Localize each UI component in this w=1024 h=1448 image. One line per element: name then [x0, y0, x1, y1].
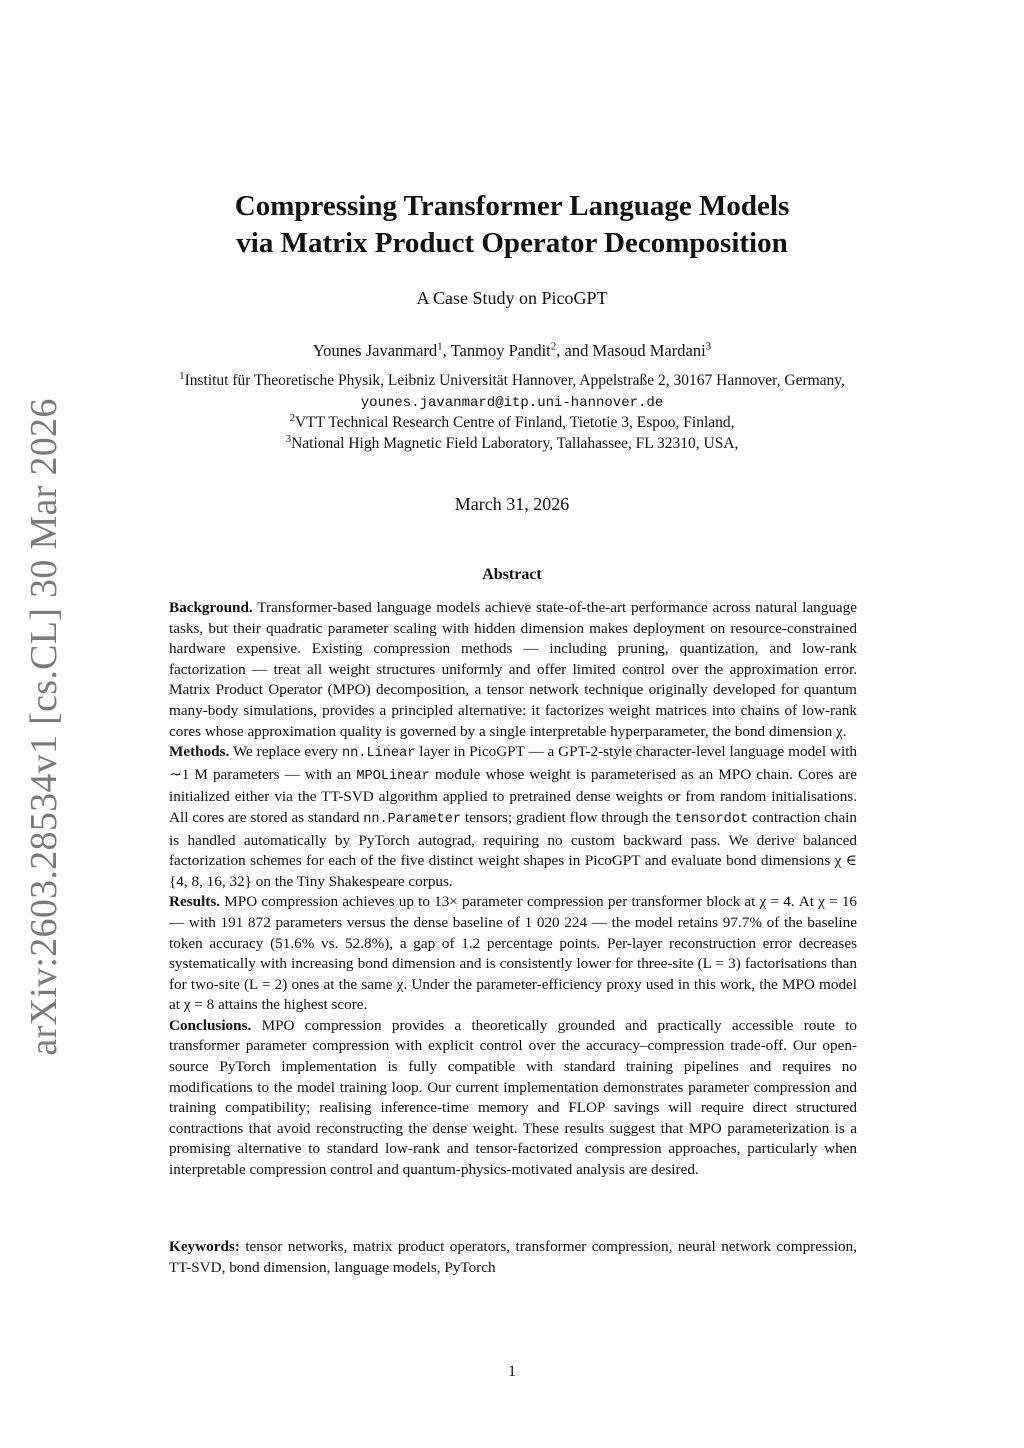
- title-line-2: via Matrix Product Operator Decomposition: [236, 227, 788, 259]
- affiliations: [0, 371, 1024, 454]
- abstract-heading: Abstract: [482, 566, 542, 583]
- keywords-text: tensor networks, matrix product operators, transformer compression, neural network compression, TT-SVD, bond dimension, language models, PyTorch: [169, 1238, 857, 1276]
- abstract-results: [169, 892, 857, 1016]
- publication-date: March 31, 2026: [454, 494, 570, 514]
- methods-text-4: tensors; gradient flow through the: [461, 808, 675, 826]
- author-2-affil: 2: [550, 340, 557, 353]
- affiliation-3-text: National High Magnetic Field Laboratory, Tallahassee, FL 32310, USA,: [291, 434, 739, 452]
- methods-text-3: module whose weight is parameterised as an MPO chain. Cores are initialized either via the TT-SVD algorithm applied to pretrained dense weights or from random initialisations. All cores are stored as standard: [169, 765, 858, 826]
- affiliation-2-text: VTT Technical Research Centre of Finland, Tietotie 3, Espoo, Finland,: [294, 414, 735, 431]
- keywords-label: Keywords:: [169, 1238, 240, 1255]
- author-email[interactable]: [0, 392, 1024, 414]
- code-nn-linear: nn.Linear: [341, 746, 416, 762]
- affiliation-1-marker: 1: [179, 369, 185, 382]
- abstract-background: [169, 598, 857, 742]
- email-text[interactable]: younes.javanmard@itp.uni-hannover.de: [360, 394, 664, 411]
- paper-subtitle: A Case Study on PicoGPT: [416, 288, 608, 308]
- author-list: [0, 341, 1024, 361]
- keywords: [169, 1237, 857, 1278]
- abstract-methods: [169, 742, 857, 892]
- conclusions-text: MPO compression provides a theoretically grounded and practically accessible route to transformer parameter compression with explicit control over the accuracy–compression trade-off. Our open-source PyTorch implementation is fully compatible with standard training pipelines and requires no modifications to the model training loop. Our current implementation demonstrates parameter compression and training compatibility; realising inference-time memory and FLOP savings will require direct structured contractions that avoid reconstructing the dense weight. These results suggest that MPO parameterization is a promising alternative to standard low-rank and tensor-factorized compression approaches, particularly when interpretable compression control and quantum-physics-motivated analysis are desired.: [169, 1016, 858, 1179]
- affiliation-3-marker: 3: [285, 432, 292, 445]
- affiliation-2-marker: 2: [289, 411, 295, 424]
- affiliation-2: [0, 413, 1024, 434]
- results-label: Results.: [169, 893, 221, 911]
- abstract-conclusions: [169, 1016, 857, 1181]
- background-text: Transformer-based language models achieve state-of-the-art performance across natural language tasks, but their quadratic parameter scaling with hidden dimension makes deployment on resource-constrained hardware expensive. Existing compression methods — including pruning, quantization, and low-rank factorization — treat all weight structures uniformly and offer limited control over the approximation error. Matrix Product Operator (MPO) decomposition, a tensor network technique originally developed for quantum many-body simulations, provides a principled alternative: it factorizes weight matrices into chains of low-rank cores whose approximation quality is governed by a single interpretable hyperparameter, the bond dimension χ.: [169, 599, 857, 740]
- title-line-1: Compressing Transformer Language Models: [234, 190, 790, 222]
- code-nn-parameter: nn.Parameter: [363, 811, 462, 827]
- affiliation-1-text: Institut für Theoretische Physik, Leibniz Universität Hannover, Appelstraße 2, 30167 Hannover, Germany,: [184, 372, 845, 389]
- code-tensordot: tensordot: [674, 811, 749, 827]
- author-3: Masoud Mardani: [592, 341, 706, 360]
- author-sep-2: , and: [556, 341, 593, 360]
- methods-text-2: layer in PicoGPT — a GPT-2-style character-level language model with ∼1 M parameters — with an: [169, 743, 858, 783]
- affiliation-3: [0, 434, 1024, 455]
- methods-label: Methods.: [169, 743, 230, 761]
- conclusions-label: Conclusions.: [169, 1016, 252, 1034]
- abstract-body: [169, 598, 857, 1181]
- paper-title: [0, 188, 1024, 262]
- arxiv-identifier: arXiv:2603.28534v1 [cs.CL] 30 Mar 2026: [23, 398, 65, 1056]
- methods-text-5: contraction chain is handled automatically by PyTorch autograd, requiring no custom backward pass. We derive balanced factorization schemes for each of the five distinct weight shapes in PicoGPT and evaluate bond dimensions χ ∈ {4, 8, 16, 32} on the Tiny Shakespeare corpus.: [169, 808, 857, 890]
- page-number: 1: [508, 1363, 516, 1380]
- code-mpolinear: MPOLinear: [356, 768, 430, 784]
- author-1: Younes Javanmard: [312, 341, 438, 360]
- author-1-affil: 1: [437, 340, 443, 353]
- methods-text-1: We replace every: [232, 743, 342, 761]
- author-sep-1: ,: [442, 341, 451, 360]
- background-label: Background.: [169, 599, 253, 616]
- author-2: Tanmoy Pandit: [450, 341, 551, 360]
- author-3-affil: 3: [705, 340, 712, 353]
- results-text: MPO compression achieves up to 13× parameter compression per transformer block at χ = 4. At χ = 16 — with 191 872 parameters versus the dense baseline of 1 020 224 — the model retains 97.7% of the baseline token accuracy (51.6% vs. 52.8%), a gap of 1.2 percentage points. Per-layer reconstruction error decreases systematically with increasing bond dimension and is consistently lower for three-site (L = 3) factorisations than for two-site (L = 2) ones at the same χ. Under the parameter-efficiency proxy used in this work, the MPO model at χ = 8 attains the highest score.: [169, 893, 858, 1014]
- affiliation-1: [0, 371, 1024, 392]
